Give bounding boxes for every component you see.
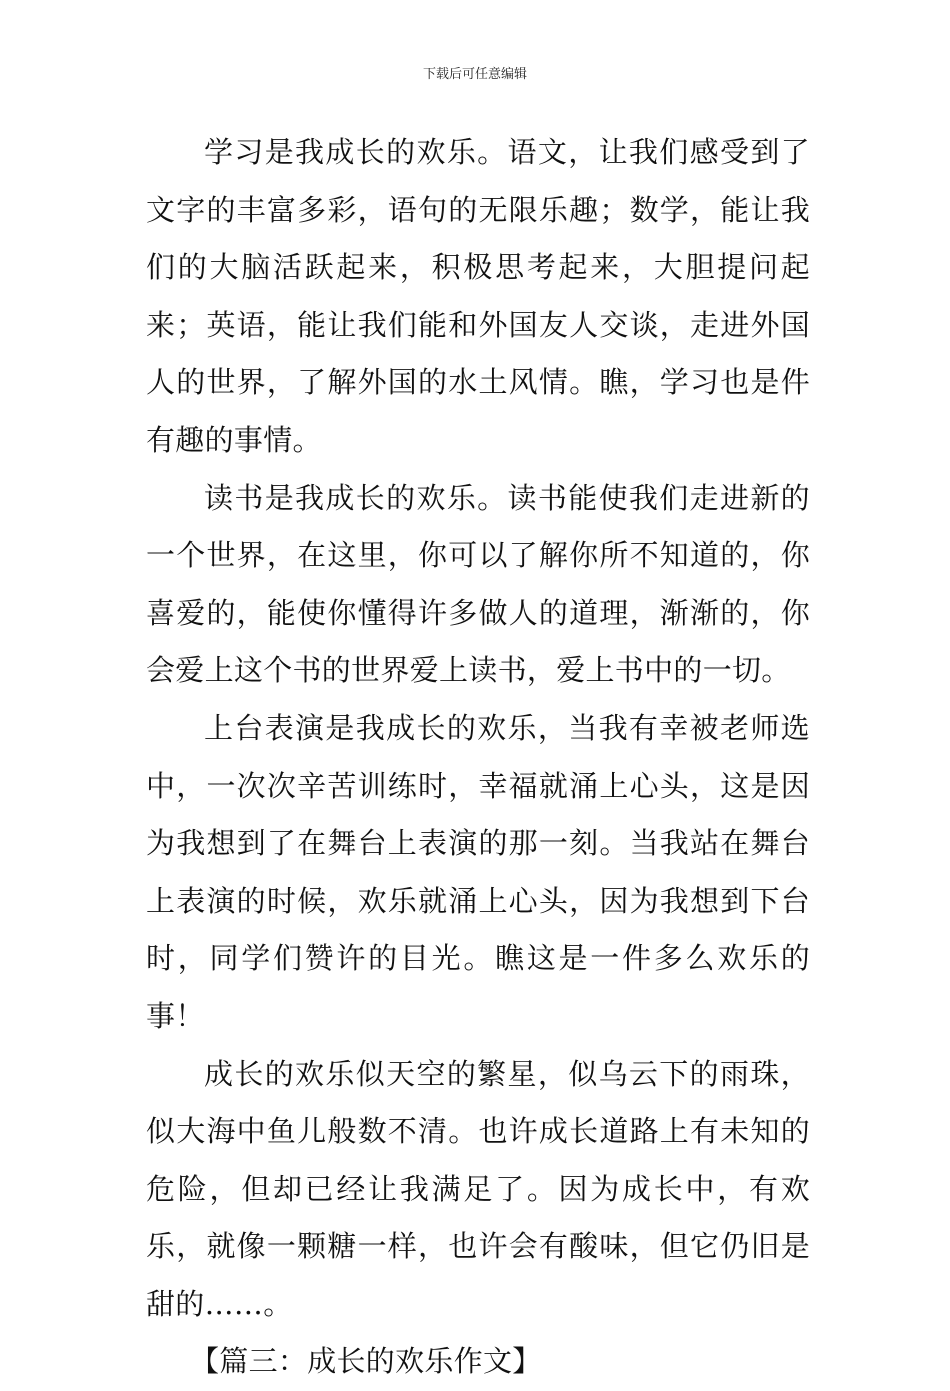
document-body (146, 124, 810, 1391)
paragraph-learning: 学习是我成长的欢乐。语文，让我们感受到了文字的丰富多彩，语句的无限乐趣；数学，能让我们的大脑活跃起来，积极思考起来，大胆提问起来；英语，能让我们能和外国友人交谈，走进外国人的世界，了解外国的水土风情。瞧，学习也是件有趣的事情。 (146, 135, 810, 457)
paragraph-performing: 上台表演是我成长的欢乐，当我有幸被老师选中，一次次辛苦训练时，幸福就涌上心头，这是因为我想到了在舞台上表演的那一刻。当我站在舞台上表演的时候，欢乐就涌上心头，因为我想到下台时，同学们赞许的目光。瞧这是一件多么欢乐的事！ (146, 710, 810, 1033)
paragraph-reading: 读书是我成长的欢乐。读书能使我们走进新的一个世界，在这里，你可以了解你所不知道的，你喜爱的，能使你懂得许多做人的道理，渐渐的，你会爱上这个书的世界爱上读书，爱上书中的一切。 (146, 480, 810, 688)
section-heading: 【篇三：成长的欢乐作文】 (190, 1344, 542, 1379)
paragraph-conclusion: 成长的欢乐似天空的繁星，似乌云下的雨珠，似大海中鱼儿般数不清。也许成长道路上有未知的危险，但却已经让我满足了。因为成长中，有欢乐，就像一颗糖一样，也许会有酸味，但它仍旧是甜的……。 (146, 1056, 810, 1321)
page-header-note: 下载后可任意编辑 (422, 67, 527, 82)
